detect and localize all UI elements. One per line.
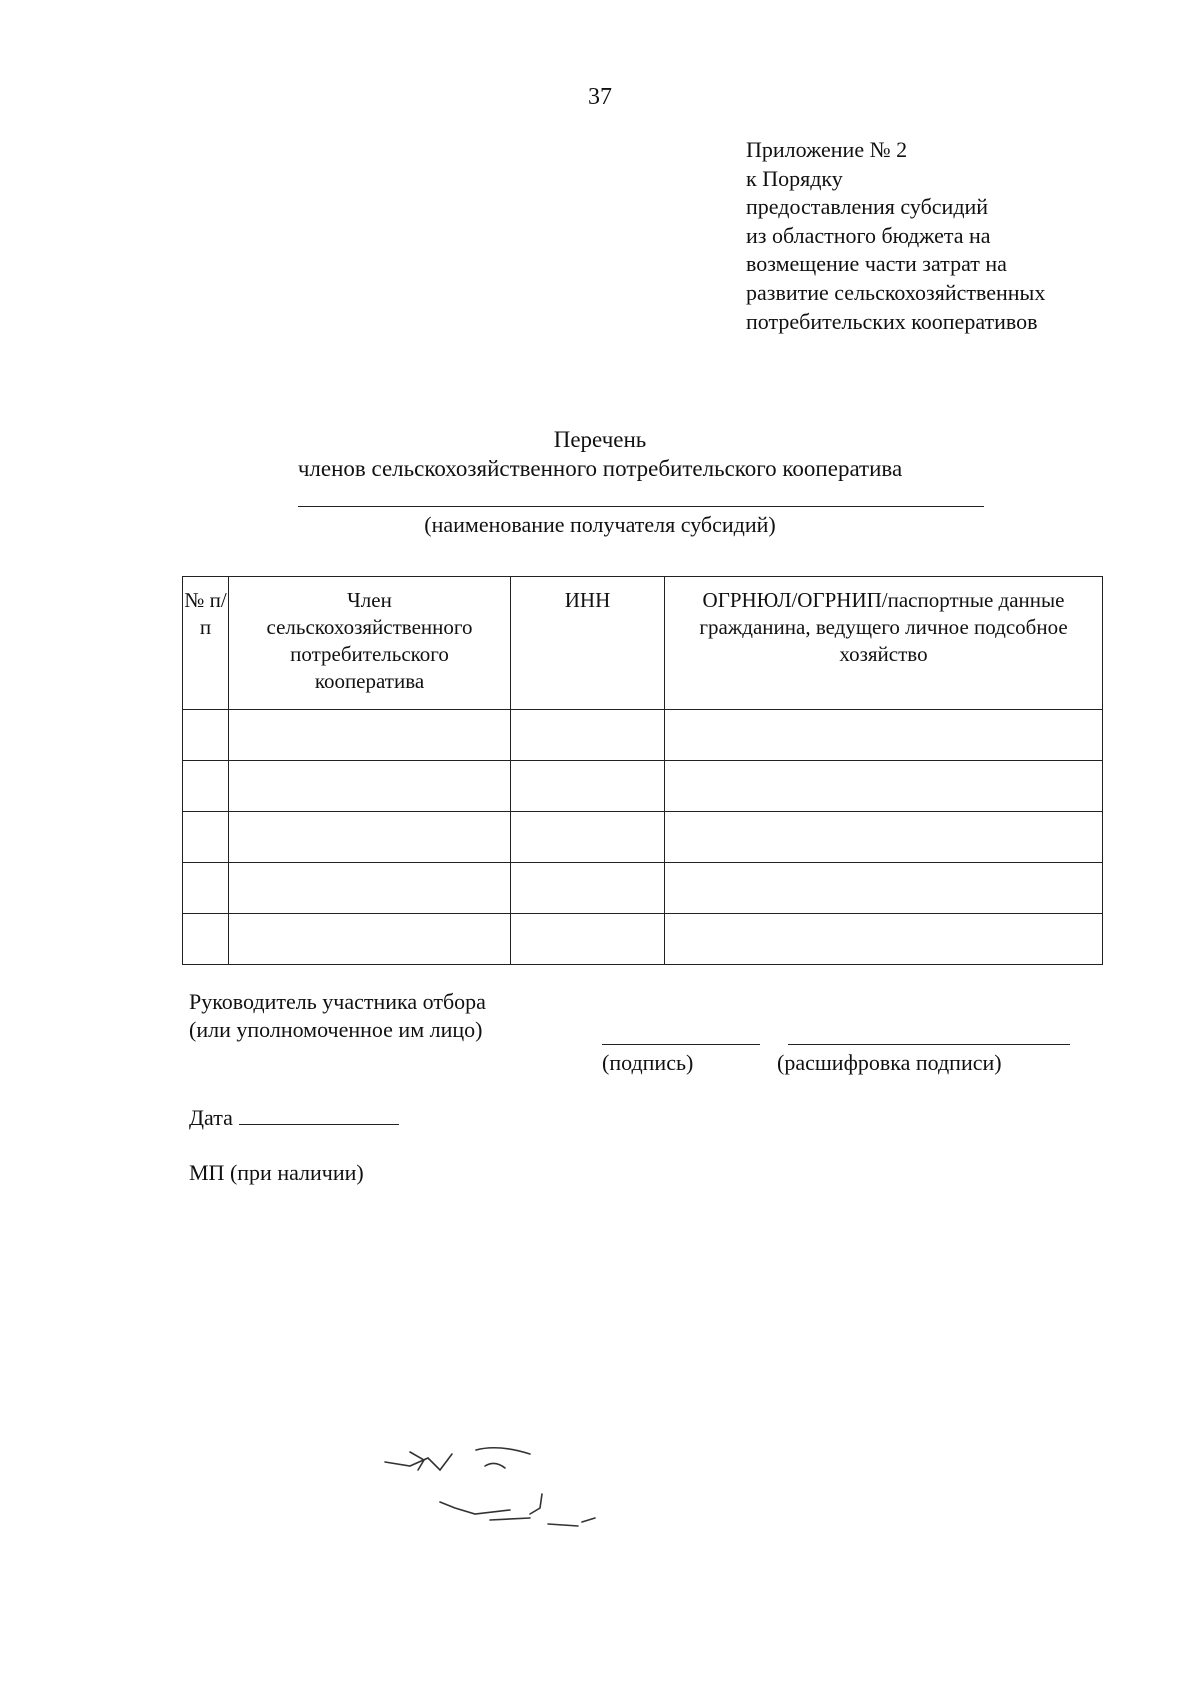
table-cell[interactable]: [665, 761, 1103, 812]
signature-field[interactable]: [602, 1044, 760, 1045]
header-registration-data: ОГРНЮЛ/ОГРНИП/паспортные данные гражданина, ведущего личное подсобное хозяйство: [665, 577, 1103, 710]
header-number: № п/п: [183, 577, 229, 710]
signer-line2: (или уполномоченное им лицо): [189, 1017, 483, 1042]
table-row: [183, 914, 1103, 965]
stamp-note: МП (при наличии): [189, 1160, 364, 1185]
signer-line1: Руководитель участника отбора: [189, 989, 486, 1014]
table-cell[interactable]: [183, 761, 229, 812]
table-cell[interactable]: [665, 914, 1103, 965]
table-cell[interactable]: [183, 863, 229, 914]
table-header-row: [183, 577, 1103, 710]
table-cell[interactable]: [183, 812, 229, 863]
date-field[interactable]: [239, 1102, 399, 1125]
page-number: 37: [588, 84, 612, 110]
table-cell[interactable]: [665, 863, 1103, 914]
document-title: [0, 425, 1200, 483]
table-row: [183, 863, 1103, 914]
appendix-line: Приложение № 2: [746, 137, 908, 162]
appendix-line: предоставления субсидий: [746, 194, 989, 220]
handwritten-signature-mark: [380, 1440, 640, 1570]
appendix-line: потребительских кооперативов: [746, 308, 1038, 334]
header-inn: ИНН: [511, 577, 665, 710]
table-cell[interactable]: [229, 914, 511, 965]
table-cell[interactable]: [511, 863, 665, 914]
signature-decoding-field[interactable]: [788, 1044, 1070, 1045]
recipient-name-field[interactable]: [298, 506, 984, 507]
date-row: [189, 1102, 399, 1131]
table-row: [183, 812, 1103, 863]
table-cell[interactable]: [229, 761, 511, 812]
document-title-line2: членов сельскохозяйственного потребительского кооператива: [297, 456, 903, 481]
table-cell[interactable]: [665, 710, 1103, 761]
appendix-line: развитие сельскохозяйственных: [746, 279, 1046, 305]
table-cell[interactable]: [511, 812, 665, 863]
table-row: [183, 710, 1103, 761]
members-table: [182, 576, 1103, 965]
table-cell[interactable]: [511, 710, 665, 761]
header-member: Член сельскохозяйственного потребительского кооператива: [229, 577, 511, 710]
document-title-line1: Перечень: [553, 427, 647, 452]
appendix-line: возмещение части затрат на: [746, 251, 1007, 277]
table-cell[interactable]: [229, 863, 511, 914]
signer-label: [189, 988, 486, 1044]
table-cell[interactable]: [229, 812, 511, 863]
table-cell[interactable]: [511, 761, 665, 812]
table-cell[interactable]: [183, 710, 229, 761]
recipient-caption: (наименование получателя субсидий): [424, 512, 776, 537]
appendix-line: из областного бюджета на: [746, 222, 991, 248]
table-row: [183, 761, 1103, 812]
table-cell[interactable]: [665, 812, 1103, 863]
table-cell[interactable]: [229, 710, 511, 761]
table-cell[interactable]: [183, 914, 229, 965]
appendix-reference: [746, 136, 1045, 336]
signature-caption: (подпись): [602, 1050, 694, 1075]
appendix-line: к Порядку: [746, 165, 843, 191]
signature-decoding-caption: (расшифровка подписи): [777, 1050, 1002, 1075]
table-cell[interactable]: [511, 914, 665, 965]
date-label: Дата: [189, 1105, 233, 1130]
